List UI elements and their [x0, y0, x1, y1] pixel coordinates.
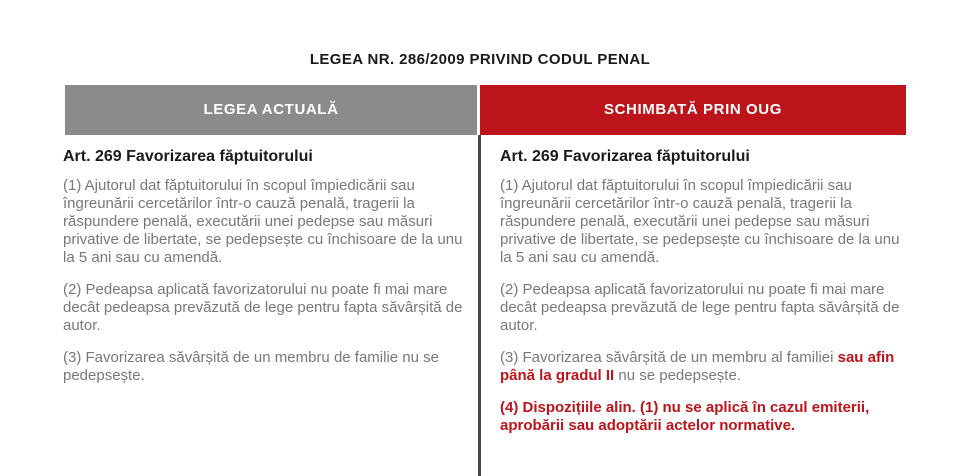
- paragraph-3-text-before: (3) Favorizarea săvârșită de un membru al familiei: [500, 349, 838, 366]
- right-paragraph-3: [500, 349, 910, 385]
- amended-text-highlight: sau afin până la gradul II: [500, 349, 895, 384]
- column-divider: [478, 135, 481, 476]
- page-title: LEGEA NR. 286/2009 PRIVIND CODUL PENAL: [309, 51, 651, 68]
- right-paragraph-1: (1) Ajutorul dat făptuitorului în scopul împiedicării sau îngreunării cercetărilor într-o cauză penală, tragerii la răspundere penală, executării unei pedepse sau măsuri privative de libertate, se pedepsește cu închisoare de la unu la 5 ani sau cu amendă.: [500, 177, 900, 266]
- left-paragraph-1: (1) Ajutorul dat făptuitorului în scopul împiedicării sau îngreunării cercetărilor într-o cauză penală, tragerii la răspundere penală, executării unei pedepse sau măsuri privative de libertate, se pedepsește cu închisoare de la unu la 5 ani sau cu amendă.: [63, 177, 463, 266]
- column-header-current-law: LEGEA ACTUALĂ: [65, 85, 477, 135]
- right-paragraph-2: (2) Pedeapsa aplicată favorizatorului nu poate fi mai mare decât pedeapsa prevăzută de lege pentru fapta săvârșită de autor.: [500, 281, 900, 334]
- left-paragraph-2: (2) Pedeapsa aplicată favorizatorului nu poate fi mai mare decât pedeapsa prevăzută de lege pentru fapta săvârșită de autor.: [63, 281, 463, 334]
- current-law-column: [63, 148, 470, 399]
- changed-law-column: [500, 148, 910, 449]
- right-paragraph-4-new: (4) Dispozițiile alin. (1) nu se aplică în cazul emiterii, aprobării sau adoptării actelor normative.: [500, 399, 870, 434]
- left-paragraph-3: (3) Favorizarea săvârșită de un membru de familie nu se pedepsește.: [63, 349, 439, 384]
- article-heading-left: Art. 269 Favorizarea făptuitorului: [63, 148, 313, 165]
- comparison-table-header: [65, 85, 906, 135]
- paragraph-3-text-after: nu se pedepsește.: [614, 367, 741, 384]
- article-heading-right: Art. 269 Favorizarea făptuitorului: [500, 148, 750, 165]
- column-header-changed-by-oug: SCHIMBATĂ PRIN OUG: [480, 85, 906, 135]
